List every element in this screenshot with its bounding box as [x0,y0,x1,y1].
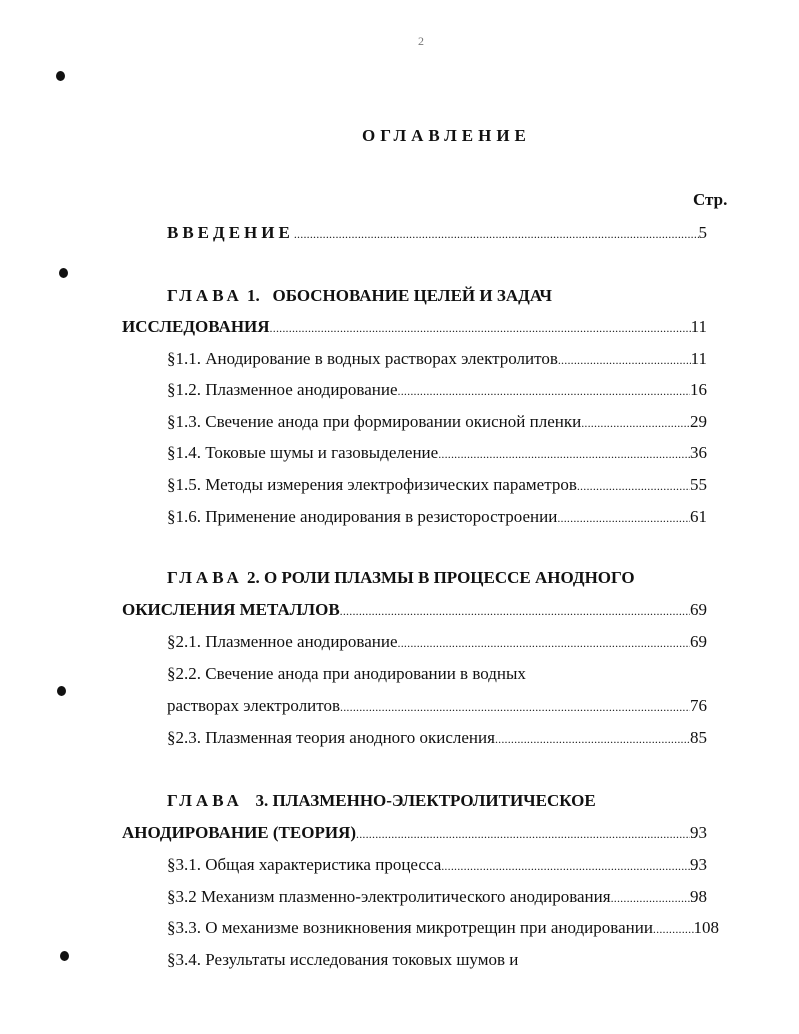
dot-leader [653,922,694,937]
section-label: §2.1. Плазменное анодирование [167,632,398,651]
page-number: 2 [418,34,424,48]
section-label: §1.6. Применение анодирования в резисторостроении [167,507,558,526]
chapter-number: 3. [255,791,269,810]
toc-entry-page: 5 [698,223,707,242]
toc-section-entry [167,632,707,652]
section-page: 85 [690,728,707,747]
dot-leader [270,321,691,336]
chapter-title-entry [122,317,707,337]
section-page: 55 [690,475,707,494]
chapter-title-line2: ИССЛЕДОВАНИЯ [122,317,270,336]
section-label: §3.4. Результаты исследования токовых шумов и [167,950,519,969]
toc-title: ОГЛАВЛЕНИЕ [362,126,531,145]
toc-section-entry [167,887,707,907]
section-label-continued: растворах электролитов [167,696,341,715]
section-label: §1.5. Методы измерения электрофизических параметров [167,475,577,494]
chapter-title-entry [122,600,707,620]
chapter-title-line2: АНОДИРОВАНИЕ (ТЕОРИЯ) [122,823,356,842]
section-label: §3.2 Механизм плазменно-электролитического анодирования [167,887,611,906]
dot-leader [398,384,690,399]
dot-leader [611,891,690,906]
toc-entry-intro [167,223,707,243]
toc-section-entry [167,696,707,716]
dot-leader [581,416,690,431]
binder-hole-icon [56,71,65,81]
chapter-prefix: ГЛАВА [167,286,243,305]
chapter-heading [167,791,596,811]
toc-section-entry [167,412,707,432]
section-label: §2.3. Плазменная теория анодного окисления [167,728,495,747]
dot-leader [356,827,690,842]
dot-leader [294,227,699,242]
toc-entry-page: 93 [690,823,707,842]
section-page: 108 [693,918,719,937]
toc-section-entry [167,349,707,369]
chapter-number: 2. [247,568,260,587]
toc-entry-page: 11 [690,317,707,336]
section-page: 98 [690,887,707,906]
dot-leader [340,604,690,619]
chapter-title-line1: ПЛАЗМЕННО-ЭЛЕКТРОЛИТИЧЕСКОЕ [272,791,596,810]
section-page: 29 [690,412,707,431]
section-page: 69 [690,632,707,651]
section-label: §1.2. Плазменное анодирование [167,380,398,399]
chapter-heading [167,568,635,588]
section-page: 76 [690,696,707,715]
toc-section-entry [167,475,707,495]
toc-section-entry [167,443,707,463]
binder-hole-icon [59,268,68,278]
chapter-title-line2: ОКИСЛЕНИЯ МЕТАЛЛОВ [122,600,340,619]
dot-leader [340,700,690,715]
section-label: §1.4. Токовые шумы и газовыделение [167,443,439,462]
page-column-header: Стр. [693,190,728,209]
dot-leader [495,732,690,747]
dot-leader [441,859,690,874]
toc-section-entry [167,855,707,875]
toc-section-entry [167,918,719,938]
chapter-prefix: ГЛАВА [167,568,243,587]
toc-section-entry [167,380,707,400]
section-label: §2.2. Свечение анода при анодировании в водных [167,664,526,683]
chapter-heading [167,286,552,306]
dot-leader [557,511,690,526]
section-label: §3.1. Общая характеристика процесса [167,855,442,874]
dot-leader [398,636,690,651]
toc-section-entry [167,507,707,527]
section-page: 93 [690,855,707,874]
section-page: 36 [690,443,707,462]
binder-hole-icon [60,951,69,961]
section-page: 11 [690,349,707,368]
chapter-title-line1: ОБОСНОВАНИЕ ЦЕЛЕЙ И ЗАДАЧ [272,286,552,305]
section-label: §3.3. О механизме возникновения микротрещин при анодировании [167,918,653,937]
chapter-prefix: ГЛАВА [167,791,243,810]
toc-section-entry [167,728,707,748]
binder-hole-icon [57,686,66,696]
chapter-title-entry [122,823,707,843]
dot-leader [558,353,691,368]
section-label: §1.3. Свечение анода при формировании окисной пленки [167,412,582,431]
chapter-number: 1. [247,286,260,305]
toc-entry-label: ВВЕДЕНИЕ [167,223,294,242]
toc-entry-page: 69 [690,600,707,619]
section-label: §1.1. Анодирование в водных растворах электролитов [167,349,558,368]
section-page: 16 [690,380,707,399]
dot-leader [577,479,690,494]
section-page: 61 [690,507,707,526]
chapter-title-line1: О РОЛИ ПЛАЗМЫ В ПРОЦЕССЕ АНОДНОГО [264,568,635,587]
dot-leader [438,447,690,462]
